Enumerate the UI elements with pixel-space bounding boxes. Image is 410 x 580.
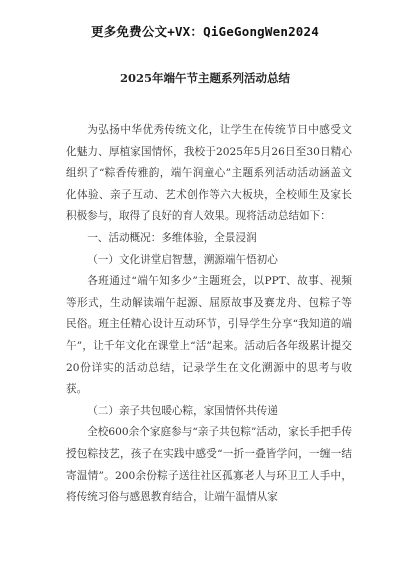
subsection-heading-2: （二）亲子共包暖心粽，家国情怀共传递 bbox=[87, 404, 278, 417]
subsection-heading-1: （一）文化讲堂启智慧，溯源端午悟初心 bbox=[87, 253, 278, 266]
document-title: 2025年端午节主题系列活动总结 bbox=[119, 71, 290, 85]
promo-header: 更多免费公文+VX：QiGeGongWen2024 bbox=[91, 24, 319, 39]
intro-paragraph: 为弘扬中华优秀传统文化，让学生在传统节日中感受文化魅力、厚植家国情怀，我校于2025年5月26日至30日精心组织了“粽香传雅韵，端午润童心”主题系列活动活动涵盖文化体验、亲子互动、艺术创作等六大板块，全校师生及家长积极参与，取得了良好的育人效果。现将活动总结如下： bbox=[66, 124, 352, 223]
section-heading: 一、活动概况：多维体验，全景浸润 bbox=[87, 231, 257, 244]
subsection-paragraph-2: 全校600余个家庭参与“亲子共包粽”活动，家长手把手传授包粽技艺，孩子在实践中感受“一折一叠皆学问，一缠一结寄温情”。200余份粽子送往社区孤寡老人与环卫工人手中，将传统习俗与感恩教育结合，让端午温情从家 bbox=[66, 426, 352, 504]
subsection-paragraph-1: 各班通过“端午知多少”主题班会，以PPT、故事、视频等形式，生动解读端午起源、屈原故事及赛龙舟、包粽子等民俗。班主任精心设计互动环节，引导学生分享“我知道的端午”，让千年文化在课堂上“活”起来。活动后各年级累计提交20份详实的活动总结，记录学生在文化溯源中的思考与收获。 bbox=[66, 275, 352, 396]
document-body bbox=[66, 120, 352, 509]
